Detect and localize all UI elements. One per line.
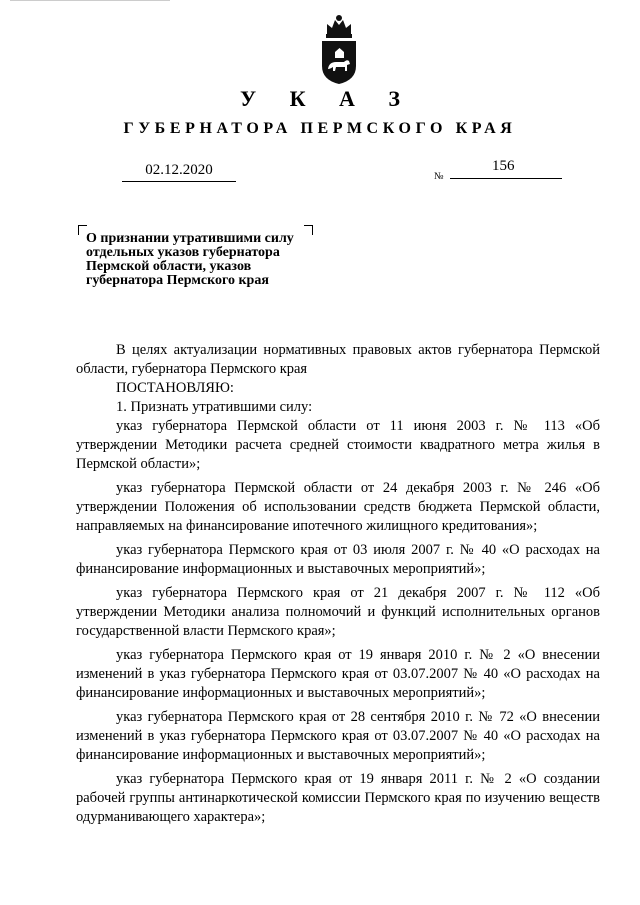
- point-1-heading: 1. Признать утратившими силу:: [116, 399, 313, 415]
- number-field: [434, 158, 562, 182]
- repealed-item: указ губернатора Пермского края от 03 июля 2007 г. № 40 «О расходах на финансирование информационных и выставочных мероприятий»;: [76, 542, 600, 577]
- date-value: 02.12.2020: [145, 162, 213, 178]
- date-underline: [122, 181, 236, 182]
- document-type-title: У К А З: [239, 86, 415, 111]
- document-body: [76, 341, 600, 827]
- repealed-item: указ губернатора Пермской области от 24 декабря 2003 г. № 246 «Об утверждении Положения об использовании средств бюджета Пермской области, направляемых на финансирование ипотечного жилищного кредитования»;: [76, 480, 600, 534]
- repealed-item: указ губернатора Пермской области от 11 июня 2003 г. № 113 «Об утверждении Методики расчета средней стоимости квадратного метра жилья в Пермской области»;: [76, 418, 600, 472]
- number-value: 156: [492, 158, 515, 174]
- repealed-item: указ губернатора Пермского края от 28 сентября 2010 г. № 72 «О внесении изменений в указ губернатора Пермского края от 03.07.2007 № 40 «О расходах на финансирование информационных и выставочных мероприятий»;: [76, 709, 600, 763]
- repealed-item: указ губернатора Пермского края от 21 декабря 2007 г. № 112 «Об утверждении Методики анализа полномочий и функций исполнительных органов государственной власти Пермского края»;: [76, 585, 600, 639]
- repealed-item: указ губернатора Пермского края от 19 января 2010 г. № 2 «О внесении изменений в указ губернатора Пермского края от 03.07.2007 № 40 «О расходах на финансирование информационных и выставочных мероприятий»;: [76, 647, 600, 701]
- number-underline: [450, 178, 562, 179]
- preamble-paragraph: В целях актуализации нормативных правовых актов губернатора Пермской области, губернатора Пермского края: [76, 342, 600, 377]
- number-sign: №: [434, 171, 444, 182]
- issuer-title: ГУБЕРНАТОРА ПЕРМСКОГО КРАЯ: [123, 120, 517, 137]
- scan-edge-line: [10, 0, 170, 1]
- date-field: [122, 162, 236, 182]
- coat-of-arms-icon: [317, 14, 361, 86]
- decree-word: ПОСТАНОВЛЯЮ:: [116, 380, 234, 396]
- document-subject: О признании утратившими силу отдельных указов губернатора Пермской области, указов губернатора Пермского края: [86, 231, 294, 288]
- repealed-item: указ губернатора Пермского края от 19 января 2011 г. № 2 «О создании рабочей группы антинаркотической комиссии Пермского края по изучению веществ одурманивающего характера»;: [76, 771, 600, 825]
